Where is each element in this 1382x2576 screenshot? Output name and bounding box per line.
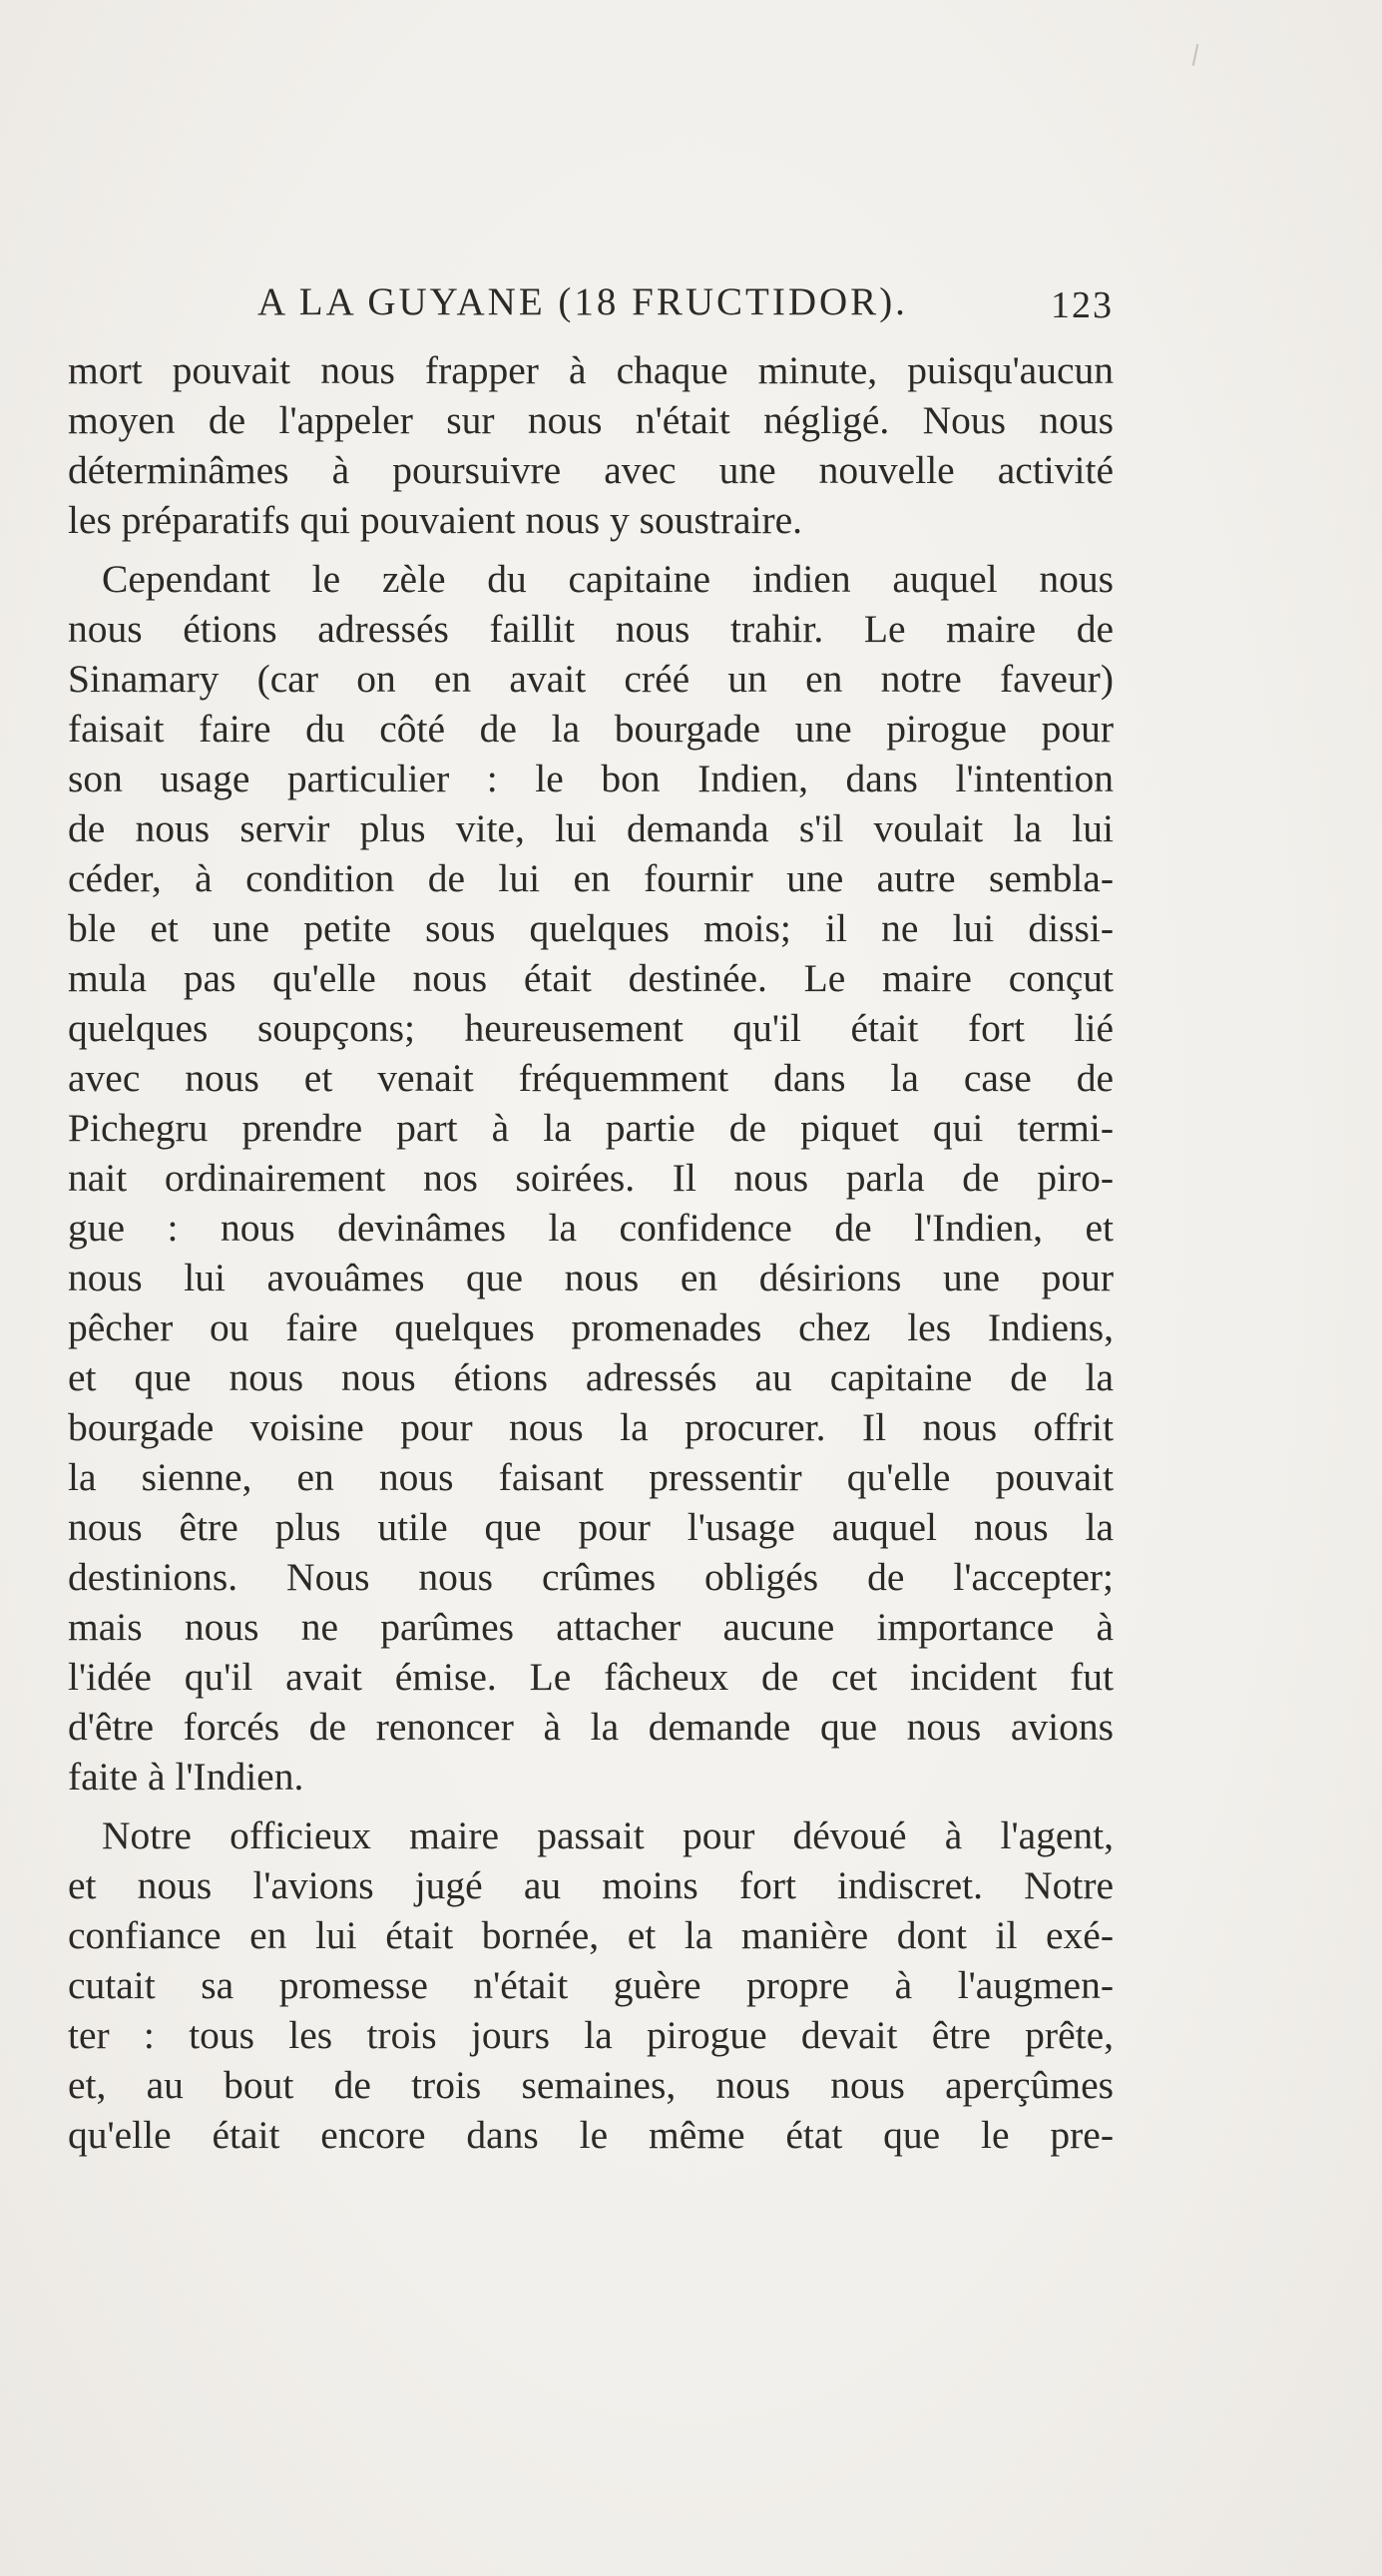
text-line: confiance en lui était bornée, et la manière dont il exé- <box>68 1913 1114 1957</box>
text-line: bourgade voisine pour nous la procurer. Il nous offrit <box>68 1405 1114 1449</box>
text-line: l'idée qu'il avait émise. Le fâcheux de cet incident fut <box>68 1655 1114 1699</box>
paragraph <box>68 1810 1114 2160</box>
text-line: Sinamary (car on en avait créé un en notre faveur) <box>68 657 1114 701</box>
text-line: cutait sa promesse n'était guère propre à l'augmen- <box>68 1963 1114 2007</box>
text-line: avec nous et venait fréquemment dans la case de <box>68 1056 1114 1100</box>
paragraph-gap <box>68 545 1114 554</box>
text-line: moyen de l'appeler sur nous n'était négligé. Nous nous <box>68 398 1114 442</box>
text-line: faisait faire du côté de la bourgade une pirogue pour <box>68 707 1114 751</box>
text-line: et, au bout de trois semaines, nous nous aperçûmes <box>68 2063 1114 2107</box>
text-line: quelques soupçons; heureusement qu'il était fort lié <box>68 1006 1114 1050</box>
paragraph <box>68 345 1114 545</box>
text-line: d'être forcés de renoncer à la demande que nous avions <box>68 1705 1114 1749</box>
text-line: mais nous ne parûmes attacher aucune importance à <box>68 1605 1114 1649</box>
page-number: 123 <box>1051 284 1114 326</box>
text-line: et nous l'avions jugé au moins fort indiscret. Notre <box>68 1863 1114 1907</box>
text-line: qu'elle était encore dans le même état que le pre- <box>68 2113 1114 2157</box>
running-head <box>68 279 1114 329</box>
text-line: faite à l'Indien. <box>68 1755 304 1799</box>
text-line: mula pas qu'elle nous était destinée. Le maire conçut <box>68 956 1114 1000</box>
text-line: Cependant le zèle du capitaine indien auquel nous <box>102 557 1114 601</box>
text-line: la sienne, en nous faisant pressentir qu'elle pouvait <box>68 1455 1114 1499</box>
text-line: nous lui avouâmes que nous en désirions une pour <box>68 1256 1114 1299</box>
text-line: nait ordinairement nos soirées. Il nous parla de piro- <box>68 1156 1114 1200</box>
text-line: mort pouvait nous frapper à chaque minute, puisqu'aucun <box>68 348 1114 392</box>
running-title: A LA GUYANE (18 FRUCTIDOR). <box>257 280 908 323</box>
text-line: nous être plus utile que pour l'usage auquel nous la <box>68 1505 1114 1549</box>
text-line: ble et une petite sous quelques mois; il ne lui dissi- <box>68 906 1114 950</box>
text-line: de nous servir plus vite, lui demanda s'il voulait la lui <box>68 806 1114 850</box>
text-line: Pichegru prendre part à la partie de piquet qui termi- <box>68 1106 1114 1150</box>
text-line: les préparatifs qui pouvaient nous y soustraire. <box>68 498 803 542</box>
text-line: céder, à condition de lui en fournir une autre sembla- <box>68 856 1114 900</box>
body-text <box>68 345 1114 2160</box>
text-line: et que nous nous étions adressés au capitaine de la <box>68 1355 1114 1399</box>
text-line: pêcher ou faire quelques promenades chez les Indiens, <box>68 1305 1114 1349</box>
text-line: ter : tous les trois jours la pirogue devait être prête, <box>68 2013 1114 2057</box>
text-line: Notre officieux maire passait pour dévoué à l'agent, <box>102 1813 1114 1857</box>
paragraph <box>68 554 1114 1802</box>
text-line: destinions. Nous nous crûmes obligés de l'accepter; <box>68 1555 1114 1599</box>
margin-mark <box>1192 44 1199 66</box>
text-line: gue : nous devinâmes la confidence de l'Indien, et <box>68 1206 1114 1250</box>
text-line: son usage particulier : le bon Indien, dans l'intention <box>68 757 1114 800</box>
paragraph-gap <box>68 1802 1114 1810</box>
text-line: nous étions adressés faillit nous trahir. Le maire de <box>68 607 1114 651</box>
text-line: déterminâmes à poursuivre avec une nouvelle activité <box>68 448 1114 492</box>
